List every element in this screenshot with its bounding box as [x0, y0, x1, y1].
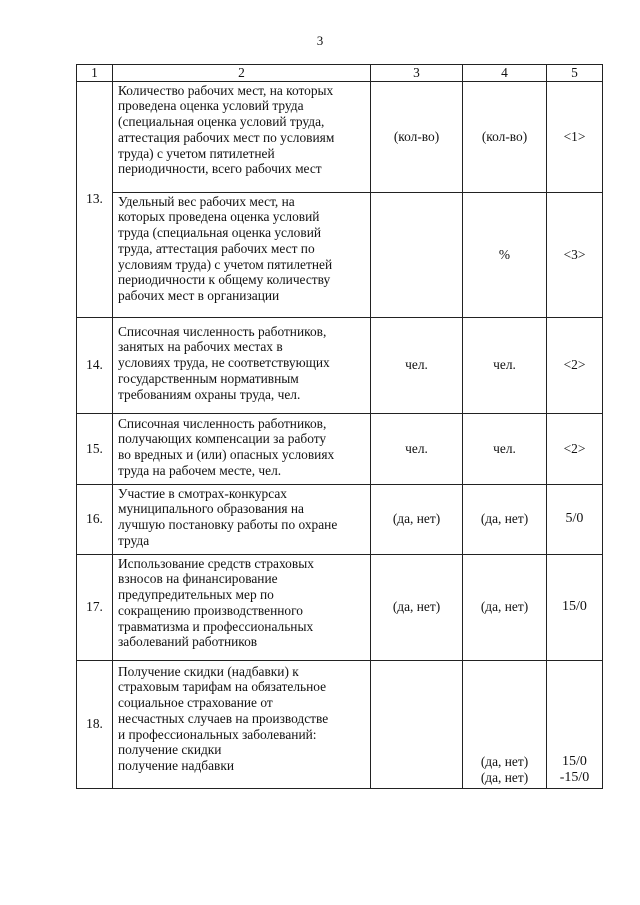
row-number: 15.: [77, 413, 113, 484]
row-number: 18.: [77, 660, 113, 788]
table-row: [77, 660, 603, 788]
header-cell: 3: [371, 65, 463, 82]
table-row: [77, 192, 603, 317]
unit-cell: [371, 660, 463, 788]
indicators-table: [76, 64, 603, 789]
score-cell: 5/0: [547, 484, 603, 554]
unit-cell: чел.: [463, 317, 547, 413]
unit-cell: (да, нет): [463, 554, 547, 660]
table-row: [77, 554, 603, 660]
unit-cell: (да, нет): [371, 484, 463, 554]
unit-cell: %: [463, 192, 547, 317]
score-cell: 15/0 -15/0: [547, 660, 603, 788]
note-cell: <2>: [547, 413, 603, 484]
unit-cell: (кол-во): [371, 81, 463, 192]
row-description: Количество рабочих мест, на которых проведена оценка условий труда (специальная оценка условий труда, аттестация рабочих мест по условиям труда) с учетом пятилетней периодичности, всего рабочих мест: [113, 81, 371, 192]
header-cell: 1: [77, 65, 113, 82]
note-cell: <3>: [547, 192, 603, 317]
row-description: Использование средств страховых взносов на финансирование предупредительных мер по сокращению производственного травматизма и профессиональных заболеваний работников: [113, 554, 371, 660]
unit-cell: (да, нет): [371, 554, 463, 660]
row-number: 17.: [77, 554, 113, 660]
header-cell: 4: [463, 65, 547, 82]
note-cell: <1>: [547, 81, 603, 192]
unit-cell: [371, 192, 463, 317]
header-cell: 5: [547, 65, 603, 82]
header-cell: 2: [113, 65, 371, 82]
row-description: Удельный вес рабочих мест, на которых проведена оценка условий труда (специальная оценка условий труда, аттестация рабочих мест по условиям труда) с учетом пятилетней периодичности к общему количеству рабочих мест в организации: [113, 192, 371, 317]
table-row: [77, 81, 603, 192]
table-row: [77, 317, 603, 413]
score-cell: 15/0: [547, 554, 603, 660]
row-number: 16.: [77, 484, 113, 554]
unit-cell: (кол-во): [463, 81, 547, 192]
unit-cell: (да, нет) (да, нет): [463, 660, 547, 788]
row-number: 13.: [77, 81, 113, 317]
table-row: [77, 484, 603, 554]
row-description: Получение скидки (надбавки) к страховым тарифам на обязательное социальное страхование от несчастных случаев на производстве и профессиональных заболеваний: получение скидки получение надбавки: [113, 660, 371, 788]
row-description: Списочная численность работников, получающих компенсации за работу во вредных и (или) опасных условиях труда на рабочем месте, чел.: [113, 413, 371, 484]
unit-cell: (да, нет): [463, 484, 547, 554]
unit-cell: чел.: [371, 413, 463, 484]
note-cell: <2>: [547, 317, 603, 413]
unit-cell: чел.: [463, 413, 547, 484]
page-number: 3: [316, 33, 324, 48]
table-header-row: [77, 65, 603, 82]
row-number: 14.: [77, 317, 113, 413]
row-description: Списочная численность работников, занятых на рабочих местах в условиях труда, не соответствующих государственным нормативным требованиям охраны труда, чел.: [113, 317, 371, 413]
table-row: [77, 413, 603, 484]
unit-cell: чел.: [371, 317, 463, 413]
row-description: Участие в смотрах-конкурсах муниципального образования на лучшую постановку работы по охране труда: [113, 484, 371, 554]
